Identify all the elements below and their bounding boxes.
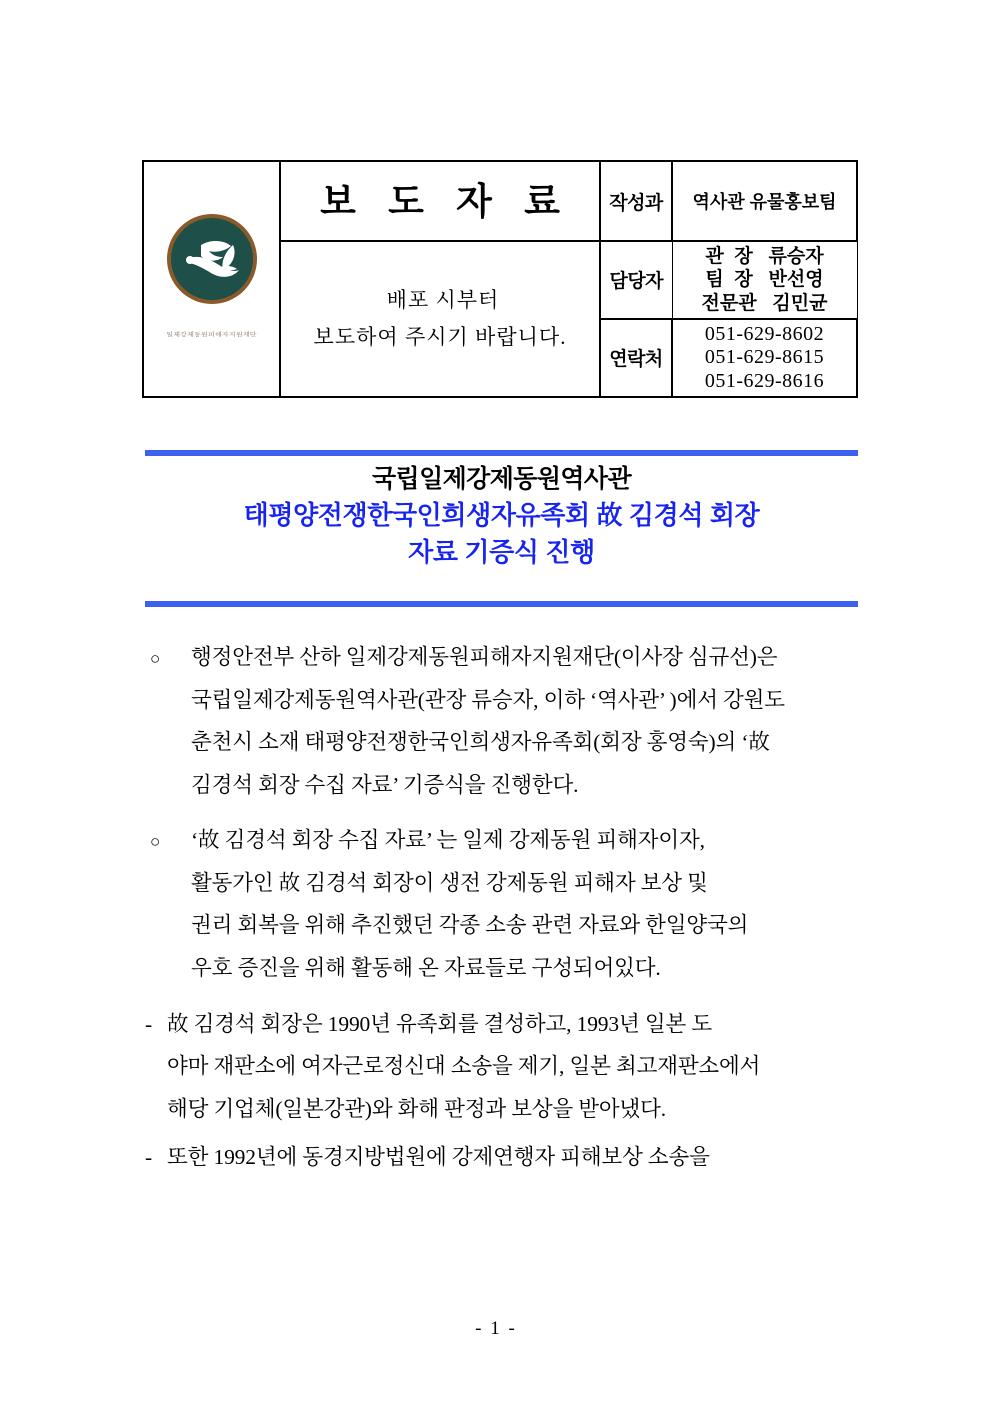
body-paragraph-4 bbox=[145, 1136, 863, 1179]
staff-line-specialist: 전문관 김민균 bbox=[701, 292, 828, 314]
phone-line-2: 051-629-8615 bbox=[704, 346, 825, 369]
logo-cell bbox=[143, 161, 280, 397]
label-phone: 연락처 bbox=[600, 319, 672, 397]
press-release-title: 보 도 자 료 bbox=[320, 180, 571, 222]
page-number: - 1 - bbox=[475, 1318, 517, 1339]
value-contact-person bbox=[672, 241, 857, 319]
title-line-organization: 국립일제강제동원역사관 bbox=[371, 465, 632, 493]
dash-bullet-icon: - bbox=[145, 1145, 153, 1170]
paragraph-3-line-2: 야마 재판소에 여자근로정신대 소송을 제기, 일본 최고재판소에서 bbox=[167, 1054, 761, 1079]
bullet-circle-icon: ○ bbox=[150, 832, 161, 852]
paragraph-1-line-2: 국립일제강제동원역사관(관장 류승자, 이하 ‘역사관’ )에서 강원도 bbox=[191, 687, 785, 712]
paragraph-2-line-3: 권리 회복을 위해 추진했던 각종 소송 관련 자료와 한일양국의 bbox=[191, 913, 749, 938]
bullet-circle-icon: ○ bbox=[150, 649, 161, 668]
dash-bullet-icon: - bbox=[145, 1011, 153, 1036]
label-contact-person: 담당자 bbox=[600, 241, 672, 319]
label-department: 작성과 bbox=[600, 161, 672, 241]
body-paragraph-2 bbox=[145, 819, 863, 989]
paragraph-1-line-4: 김경석 회장 수집 자료’ 기증식을 진행한다. bbox=[191, 772, 579, 797]
embargo-line-2: 보도하여 주시기 바랍니다. bbox=[313, 325, 567, 349]
title-line-event: 자료 기증식 진행 bbox=[408, 536, 595, 567]
body-paragraph-3 bbox=[145, 1003, 863, 1131]
paragraph-3-line-1: 故 김경석 회장은 1990년 유족회를 결성하고, 1993년 일본 도 bbox=[167, 1011, 712, 1036]
staff-line-director: 관 장 류승자 bbox=[705, 245, 824, 267]
value-department: 역사관 유물홍보팀 bbox=[672, 161, 857, 241]
press-release-title-cell bbox=[280, 161, 600, 241]
paragraph-1-line-3: 춘천시 소재 태평양전쟁한국인희생자유족회(회장 홍영숙)의 ‘故 bbox=[191, 730, 770, 755]
document-title-block bbox=[145, 463, 858, 571]
document-body bbox=[145, 636, 863, 1185]
title-line-subject: 태평양전쟁한국인희생자유족회 故 김경석 회장 bbox=[243, 499, 760, 530]
value-phone bbox=[672, 319, 857, 397]
title-rule-top bbox=[145, 450, 858, 456]
foundation-logo-icon bbox=[171, 218, 253, 300]
press-release-header-table bbox=[142, 160, 858, 398]
body-paragraph-1 bbox=[145, 636, 863, 806]
embargo-cell bbox=[280, 241, 600, 397]
phone-line-1: 051-629-8602 bbox=[704, 322, 825, 345]
paragraph-4-line-1: 또한 1992년에 동경지방법원에 강제연행자 피해보상 소송을 bbox=[167, 1145, 710, 1170]
paragraph-2-line-2: 활동가인 故 김경석 회장이 생전 강제동원 피해자 보상 및 bbox=[191, 870, 708, 895]
paragraph-1-line-1: 행정안전부 산하 일제강제동원피해자지원재단(이사장 심규선)은 bbox=[191, 645, 778, 669]
embargo-line-1: 배포 시부터 bbox=[386, 288, 500, 313]
header-table-row-1 bbox=[143, 161, 857, 241]
logo-caption: 일제강제동원피해자지원재단 bbox=[166, 332, 257, 339]
paragraph-3-line-3: 해당 기업체(일본강관)와 화해 판정과 보상을 받아냈다. bbox=[167, 1096, 666, 1121]
title-rule-bottom bbox=[145, 601, 858, 607]
phone-line-3: 051-629-8616 bbox=[704, 369, 825, 392]
staff-line-team-leader: 팀 장 반선영 bbox=[705, 269, 824, 291]
paragraph-2-line-4: 우호 증진을 위해 활동해 온 자료들로 구성되어있다. bbox=[191, 955, 661, 980]
paragraph-2-line-1: ‘故 김경석 회장 수집 자료’ 는 일제 강제동원 피해자이자, bbox=[191, 828, 705, 853]
